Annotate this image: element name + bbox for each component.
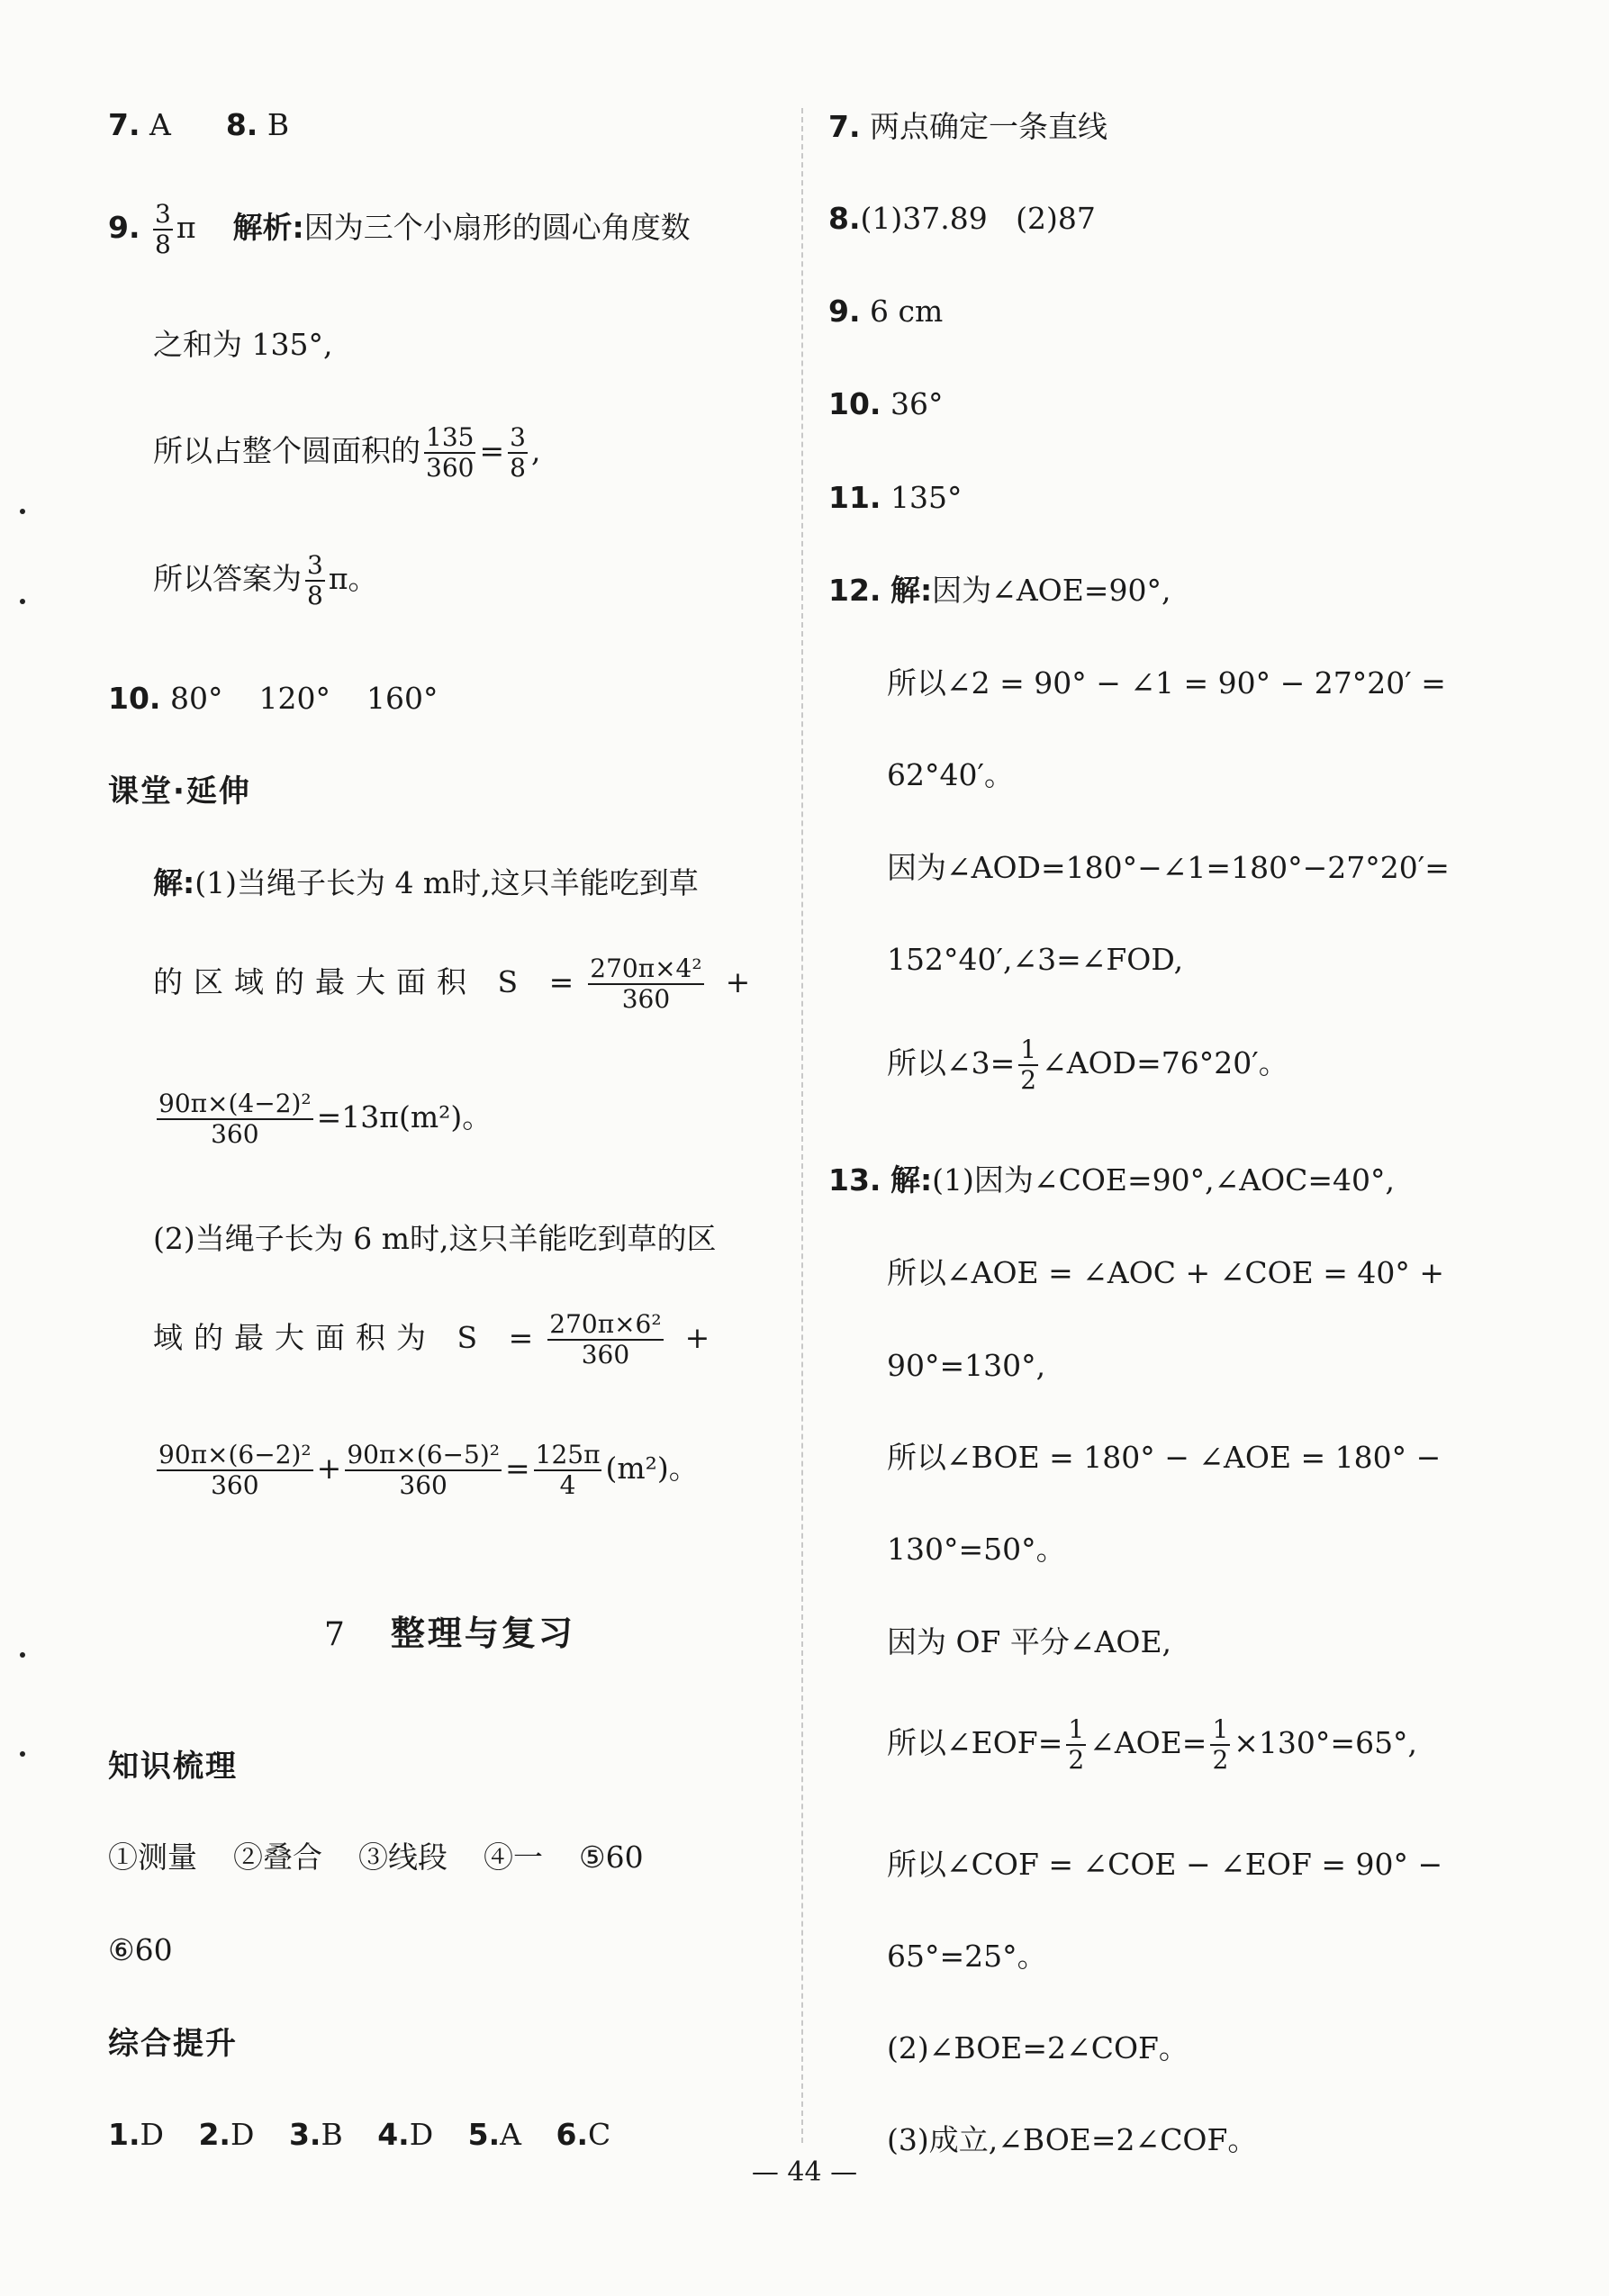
knowledge-answers: ⑥60 [108, 1932, 173, 1967]
solution-text: 所以∠COF = ∠COE − ∠EOF = 90° − [887, 1847, 1443, 1882]
answer-line-9: 9. 6 cm [828, 294, 944, 329]
answer: A [149, 107, 171, 142]
solution-text: (2)当绳子长为 6 m时,这只羊能吃到草的区 [153, 1221, 717, 1256]
solution-text: 的区域的最大面积 S = $\frac{\text{270π×4²}}{360}$ + [153, 954, 751, 1015]
analysis-text: 之和为 135°, [153, 327, 333, 362]
analysis-text: 因为三个小扇形的圆心角度数 [303, 210, 691, 246]
solution-text: (2)∠BOE=2∠COF。 [887, 2030, 1189, 2065]
solution-text: 所以∠3= $\frac{1}{2}$ ∠AOD=76°20′。 [887, 1035, 1288, 1096]
solution-label: 解: [153, 865, 195, 900]
solution-text: 因为 OF 平分∠AOE, [887, 1624, 1172, 1659]
solution-text: 解:(1)当绳子长为 4 m时,这只羊能吃到草 [153, 865, 699, 900]
analysis-label: 解析: [232, 210, 304, 246]
solution-text: 152°40′,∠3=∠FOD, [887, 942, 1184, 977]
right-column [810, 0, 1609, 2296]
answer-line-10: 10. 80° 120° 160° [108, 681, 438, 716]
answer-line-7: 7. 两点确定一条直线 [828, 109, 1107, 144]
q-number: 9. [108, 210, 140, 246]
knowledge-answers: ①测量 ②叠合 ③线段 ④一 ⑤60 [108, 1840, 644, 1875]
analysis-text: 所以答案为 $\frac{3}{8}$ π。 [153, 550, 378, 611]
answer-line-7-8 [108, 106, 289, 145]
analysis-text: 所以占整个圆面积的 $\frac{135}{360}$ = $\frac{3}{8}$ , [153, 422, 541, 484]
answer-line-11: 11. 135° [828, 480, 963, 515]
answer-line-10: 10. 36° [828, 386, 944, 421]
solution-text: 65°=25°。 [887, 1939, 1047, 1974]
solution-text: 因为∠AOD=180°−∠1=180°−27°20′= [887, 850, 1450, 885]
chapter-title: 7 整理与复习 [324, 1614, 575, 1653]
solution-text: (3)成立,∠BOE=2∠COF。 [887, 2122, 1258, 2157]
solution-text: 90°=130°, [887, 1348, 1046, 1383]
answer-line-12: 12. 解:因为∠AOE=90°, [828, 573, 1171, 608]
solution-text: 62°40′。 [887, 757, 1014, 792]
answer-line-8: 8.(1)37.89 (2)87 [828, 201, 1096, 236]
page-number: — 44 — [751, 2156, 858, 2188]
solution-text: $\frac{\text{90π×(4−2)²}}{360}$ =13π(m²)。 [158, 1089, 493, 1150]
answer-line-9 [108, 200, 691, 259]
pi-symbol: π [176, 210, 196, 246]
answer-line-13: 13. 解:(1)因为∠COE=90°,∠AOC=40°, [828, 1162, 1396, 1198]
section-heading-comprehensive: 综合提升 [108, 2026, 238, 2062]
q-number: 10. [108, 681, 161, 716]
fraction: $\frac{3}{8}$ [155, 199, 171, 260]
solution-text: 所以∠2 = 90° − ∠1 = 90° − 27°20′ = [887, 665, 1446, 701]
q-number: 8. [225, 107, 258, 142]
solution-text: 130°=50°。 [887, 1532, 1066, 1567]
solution-text: 所以∠AOE = ∠AOC + ∠COE = 40° + [887, 1255, 1444, 1290]
solution-text: 所以∠BOE = 180° − ∠AOE = 180° − [887, 1440, 1442, 1475]
solution-text: $\frac{\text{90π×(6−2)²}}{360}$ + $\frac{\text{90π×(6−5)²}}{360}$ = $\frac{125\pi}{4}$ (m²)。 [158, 1440, 699, 1501]
column-divider [801, 108, 803, 2143]
section-heading-extension: 课堂·延伸 [108, 773, 251, 809]
comprehensive-answers: 1.D 2.D 3.B 4.D 5.A 6.C [108, 2117, 611, 2152]
solution-text: 所以∠EOF= $\frac{1}{2}$ ∠AOE= $\frac{1}{2}$ ×130°=65°, [887, 1714, 1418, 1776]
section-heading-knowledge: 知识梳理 [108, 1749, 238, 1785]
q-number: 7. [108, 107, 140, 142]
left-column [0, 0, 792, 2296]
solution-text: 域的最大面积为 S = $\frac{\text{270π×6²}}{360}$ + [153, 1309, 710, 1370]
answer: B [267, 107, 290, 142]
